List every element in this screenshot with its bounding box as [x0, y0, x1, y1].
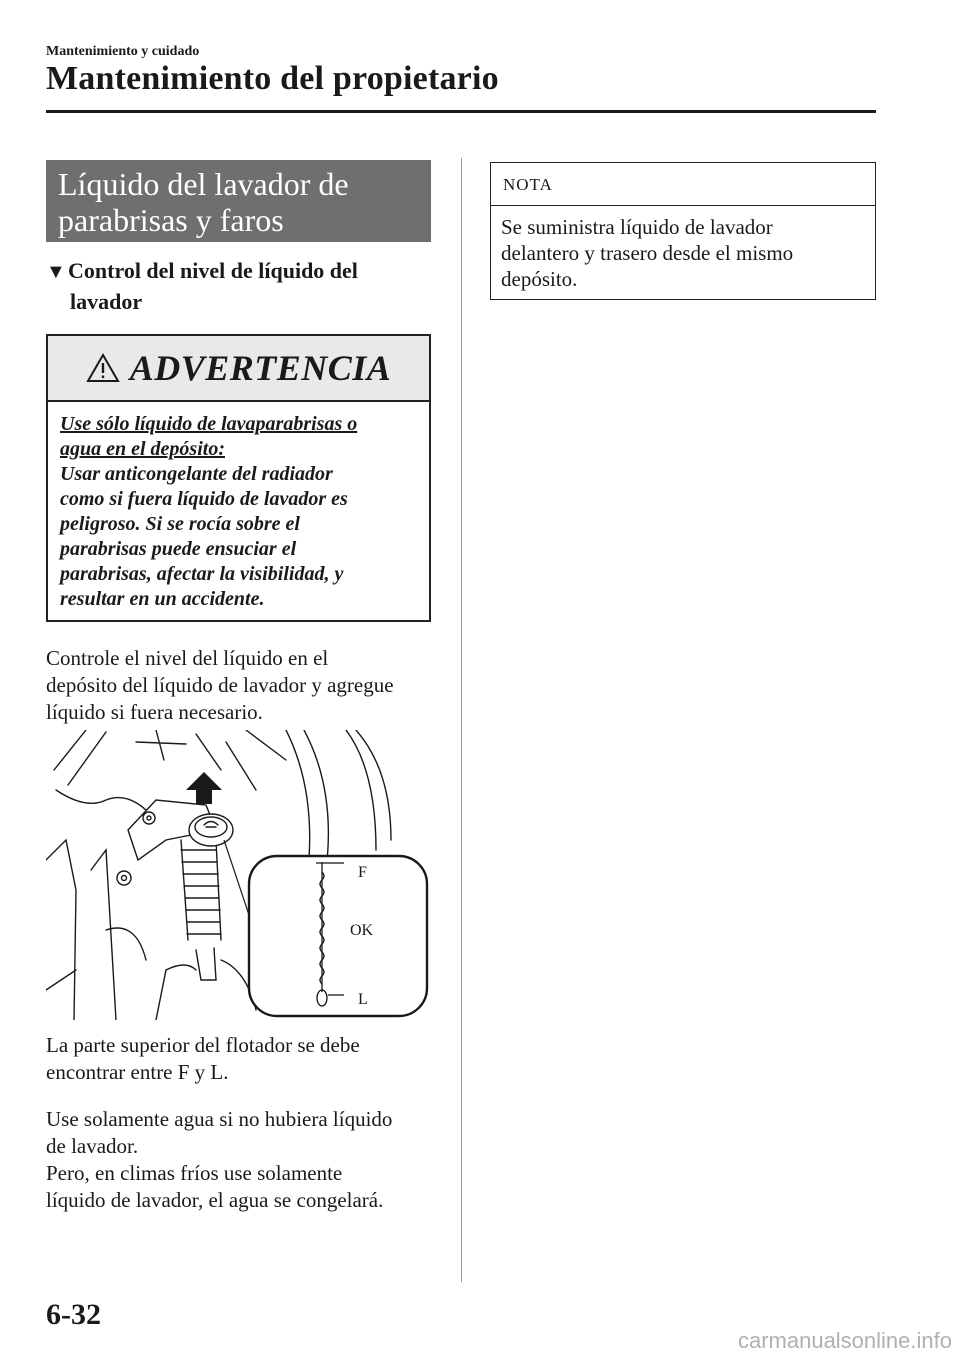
topic-title-line2: parabrisas y faros: [58, 202, 284, 238]
paragraph-line: de lavador.: [46, 1134, 139, 1158]
warning-underlined-line: agua en el depósito:: [60, 438, 225, 460]
subheading: [46, 256, 431, 316]
topic-title-line1: Líquido del lavador de: [58, 166, 349, 202]
dipstick-label-ok: OK: [350, 922, 374, 939]
paragraph-float-range: [46, 1032, 446, 1086]
warning-line: peligroso. Si se rocía sobre el: [60, 513, 300, 535]
washer-reservoir-figure: [46, 730, 431, 1020]
paragraph-line: Use solamente agua si no hubiera líquido: [46, 1107, 393, 1131]
warning-triangle-icon: [86, 353, 120, 383]
column-divider: [461, 158, 462, 1282]
paragraph-line: La parte superior del flotador se debe: [46, 1033, 360, 1057]
warning-title: ADVERTENCIA: [129, 348, 392, 388]
paragraph-line: depósito del líquido de lavador y agregue: [46, 673, 394, 697]
warning-line: resultar en un accidente.: [60, 588, 265, 610]
up-arrow-icon: [186, 772, 222, 804]
page-number: 6-32: [46, 1298, 101, 1331]
warning-header: [48, 336, 429, 402]
warning-line: Usar anticongelante del radiador: [60, 463, 333, 485]
dipstick-label-f: F: [358, 864, 367, 881]
warning-underlined-line: Use sólo líquido de lavaparabrisas o: [60, 413, 358, 435]
warning-body: [48, 402, 429, 612]
filler-neck: [181, 840, 221, 940]
paragraph-line: Controle el nivel del líquido en el: [46, 646, 329, 670]
chapter-title: Mantenimiento del propietario: [46, 60, 499, 97]
watermark: carmanualsonline.info: [737, 1328, 952, 1353]
paragraph-line: encontrar entre F y L.: [46, 1060, 229, 1084]
dipstick-label-l: L: [358, 991, 368, 1008]
note-title: NOTA: [491, 163, 875, 206]
warning-box: [46, 334, 431, 622]
note-box: [490, 162, 876, 300]
note-body: [491, 206, 875, 292]
warning-line: como si fuera líquido de lavador es: [60, 488, 348, 510]
engine-bay-lines: [54, 730, 286, 790]
warning-line: parabrisas, afectar la visibilidad, y: [60, 563, 344, 585]
header-rule: [46, 110, 876, 113]
paragraph-line: Pero, en climas fríos use solamente: [46, 1161, 343, 1185]
note-line: delantero y trasero desde el mismo: [501, 241, 794, 265]
note-line: depósito.: [501, 267, 578, 291]
subheading-line1: Control del nivel de líquido del: [68, 258, 358, 283]
dipstick-inset: [249, 856, 427, 1016]
topic-banner: [46, 160, 431, 242]
paragraph-line: líquido si fuera necesario.: [46, 700, 263, 724]
hose: [286, 730, 328, 870]
note-line: Se suministra líquido de lavador: [501, 215, 773, 239]
section-label: Mantenimiento y cuidado: [46, 44, 200, 59]
paragraph-check-level: [46, 645, 446, 726]
triangle-marker-icon: ▼: [46, 261, 66, 283]
subheading-line2: lavador: [70, 289, 143, 314]
paragraph-water-use: [46, 1106, 446, 1214]
paragraph-line: líquido de lavador, el agua se congelará.: [46, 1188, 384, 1212]
warning-line: parabrisas puede ensuciar el: [60, 538, 297, 560]
